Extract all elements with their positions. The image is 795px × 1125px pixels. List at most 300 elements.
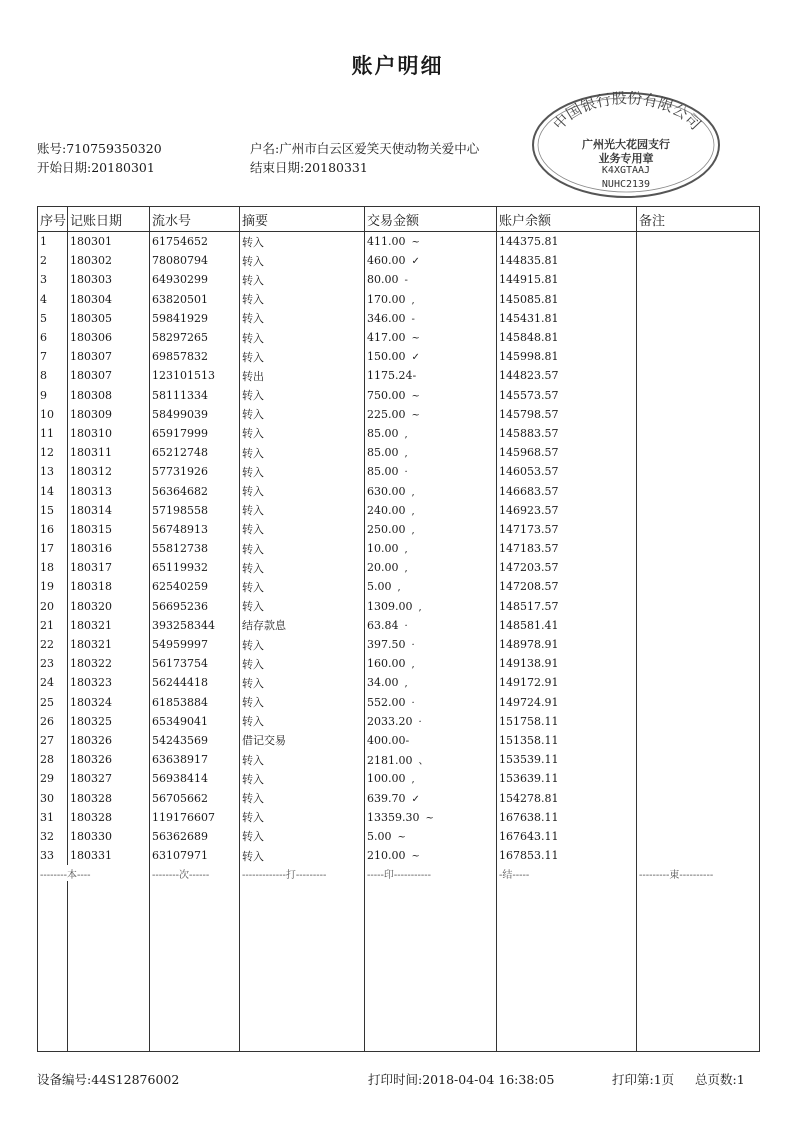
cell-amount	[365, 558, 497, 577]
cell-remark	[637, 597, 760, 616]
cell-serial: 119176607	[150, 808, 240, 827]
table-row	[38, 577, 760, 596]
table-row	[38, 712, 760, 731]
cell-amount	[365, 251, 497, 270]
cell-summary: 转入	[240, 290, 365, 309]
cell-no: 14	[38, 481, 68, 500]
amount-value: 85.00	[367, 426, 399, 440]
cell-date: 180306	[68, 328, 150, 347]
cell-serial: 58111334	[150, 386, 240, 405]
cell-summary: 转入	[240, 328, 365, 347]
table-row	[38, 290, 760, 309]
cell-summary: 转入	[240, 462, 365, 481]
header-no: 序号	[38, 207, 68, 232]
amount-value: 1175.24-	[367, 369, 417, 383]
cell-remark	[637, 424, 760, 443]
cell-balance: 147173.57	[497, 520, 637, 539]
cell-amount	[365, 712, 497, 731]
amount-value: 170.00	[367, 292, 406, 306]
header-remark: 备注	[637, 207, 760, 232]
cell-date: 180312	[68, 462, 150, 481]
cell-balance: 149172.91	[497, 673, 637, 692]
cell-summary: 转入	[240, 846, 365, 865]
cell-serial: 64930299	[150, 270, 240, 289]
cell-date: 180311	[68, 443, 150, 462]
cell-summary: 转入	[240, 788, 365, 807]
cell-remark	[637, 520, 760, 539]
table-row	[38, 386, 760, 405]
cell-date: 180308	[68, 386, 150, 405]
handwritten-check-mark: ~	[411, 333, 420, 345]
cell-amount	[365, 693, 497, 712]
amount-value: 346.00	[367, 311, 406, 325]
cell-balance: 145085.81	[497, 290, 637, 309]
cell-amount	[365, 750, 497, 769]
cell-remark	[637, 673, 760, 692]
cell-balance: 144915.81	[497, 270, 637, 289]
cell-amount	[365, 443, 497, 462]
cell-balance: 145998.81	[497, 347, 637, 366]
cell-serial: 62540259	[150, 577, 240, 596]
table-row	[38, 673, 760, 692]
end-of-print-marker	[38, 865, 760, 881]
cell-remark	[637, 328, 760, 347]
cell-serial: 56173754	[150, 654, 240, 673]
handwritten-check-mark: ·	[404, 620, 408, 632]
cell-no: 5	[38, 309, 68, 328]
handwritten-check-mark: ~	[411, 851, 420, 863]
cell-amount	[365, 827, 497, 846]
cell-date: 180315	[68, 520, 150, 539]
cell-remark	[637, 693, 760, 712]
start-date: 开始日期:20180301	[37, 160, 155, 175]
table-row	[38, 347, 760, 366]
cell-serial: 59841929	[150, 309, 240, 328]
handwritten-check-mark: ,	[397, 582, 401, 594]
table-row	[38, 788, 760, 807]
handwritten-check-mark: -	[411, 313, 415, 325]
table-row	[38, 846, 760, 865]
handwritten-check-mark: ~	[425, 812, 434, 824]
handwritten-check-mark: ~	[411, 390, 420, 402]
cell-no: 24	[38, 673, 68, 692]
cell-no: 6	[38, 328, 68, 347]
cell-amount	[365, 309, 497, 328]
cell-serial: 56244418	[150, 673, 240, 692]
cell-summary: 转出	[240, 366, 365, 385]
table-row	[38, 539, 760, 558]
cell-balance: 154278.81	[497, 788, 637, 807]
cell-amount	[365, 328, 497, 347]
cell-remark	[637, 577, 760, 596]
marker-segment: -------------打---------	[240, 865, 365, 881]
cell-remark	[637, 405, 760, 424]
account-number: 账号:710759350320	[37, 141, 162, 156]
cell-amount	[365, 654, 497, 673]
empty-cell	[68, 881, 150, 1051]
cell-date: 180322	[68, 654, 150, 673]
cell-remark	[637, 635, 760, 654]
amount-value: 63.84	[367, 618, 399, 632]
cell-date: 180310	[68, 424, 150, 443]
cell-summary: 转入	[240, 712, 365, 731]
cell-serial: 54959997	[150, 635, 240, 654]
cell-date: 180328	[68, 808, 150, 827]
bank-stamp	[530, 90, 722, 200]
end-date: 结束日期:20180331	[250, 160, 368, 175]
marker-segment: --------本----	[38, 865, 150, 881]
cell-date: 180323	[68, 673, 150, 692]
cell-serial: 63107971	[150, 846, 240, 865]
cell-amount	[365, 347, 497, 366]
total-pages: 总页数:1	[695, 1072, 745, 1087]
amount-value: 460.00	[367, 254, 406, 268]
cell-balance: 145573.57	[497, 386, 637, 405]
cell-balance: 144375.81	[497, 232, 637, 252]
cell-balance: 147203.57	[497, 558, 637, 577]
cell-amount	[365, 731, 497, 750]
cell-no: 22	[38, 635, 68, 654]
table-row	[38, 520, 760, 539]
cell-summary: 转入	[240, 597, 365, 616]
cell-balance: 147208.57	[497, 577, 637, 596]
stamp-code-2: NUHC2139	[601, 179, 651, 190]
stamp-code-1: K4XGTAAJ	[601, 165, 651, 176]
cell-amount	[365, 520, 497, 539]
cell-balance: 153639.11	[497, 769, 637, 788]
handwritten-check-mark: ·	[404, 467, 408, 479]
cell-no: 27	[38, 731, 68, 750]
account-name: 户名:广州市白云区爱笑天使动物关爱中心	[250, 141, 480, 156]
cell-balance: 149138.91	[497, 654, 637, 673]
cell-date: 180328	[68, 788, 150, 807]
cell-balance: 148978.91	[497, 635, 637, 654]
svg-text:中国银行股份有限公司	[549, 90, 704, 133]
cell-serial: 65349041	[150, 712, 240, 731]
cell-date: 180305	[68, 309, 150, 328]
cell-balance: 151758.11	[497, 712, 637, 731]
table-row	[38, 366, 760, 385]
table-row	[38, 654, 760, 673]
cell-no: 4	[38, 290, 68, 309]
cell-summary: 转入	[240, 769, 365, 788]
page-title: 账户明细	[351, 54, 444, 78]
amount-value: 160.00	[367, 657, 406, 671]
handwritten-check-mark: ~	[411, 409, 420, 421]
cell-serial: 61853884	[150, 693, 240, 712]
amount-value: 630.00	[367, 484, 406, 498]
handwritten-check-mark: ,	[404, 544, 408, 556]
handwritten-check-mark: -	[404, 275, 408, 287]
handwritten-check-mark: ·	[411, 640, 415, 652]
table-row	[38, 808, 760, 827]
table-row	[38, 462, 760, 481]
cell-amount	[365, 577, 497, 596]
cell-no: 29	[38, 769, 68, 788]
header-balance: 账户余额	[497, 207, 637, 232]
page-number: 打印第:1页	[612, 1072, 675, 1087]
amount-value: 1309.00	[367, 599, 413, 613]
cell-amount	[365, 405, 497, 424]
cell-balance: 146053.57	[497, 462, 637, 481]
handwritten-check-mark: ,	[404, 678, 408, 690]
cell-date: 180313	[68, 481, 150, 500]
cell-no: 23	[38, 654, 68, 673]
cell-date: 180317	[68, 558, 150, 577]
amount-value: 150.00	[367, 350, 406, 364]
stamp-bank-name: 中国银行股份有限公司	[549, 90, 705, 134]
device-number: 设备编号:44S12876002	[37, 1072, 180, 1087]
cell-summary: 结存款息	[240, 616, 365, 635]
stamp-purpose: 业务专用章	[598, 152, 654, 165]
cell-balance: 148581.41	[497, 616, 637, 635]
cell-summary: 借记交易	[240, 731, 365, 750]
table-header-row	[38, 207, 760, 232]
cell-remark	[637, 270, 760, 289]
cell-summary: 转入	[240, 654, 365, 673]
cell-amount	[365, 673, 497, 692]
cell-remark	[637, 386, 760, 405]
cell-balance: 145848.81	[497, 328, 637, 347]
empty-cell	[38, 881, 68, 1051]
amount-value: 10.00	[367, 542, 399, 556]
cell-no: 1	[38, 232, 68, 252]
handwritten-check-mark: ~	[411, 237, 420, 249]
amount-value: 34.00	[367, 676, 399, 690]
cell-date: 180324	[68, 693, 150, 712]
handwritten-check-mark: ,	[411, 774, 415, 786]
marker-segment: -结-----	[497, 865, 637, 881]
empty-cell	[365, 881, 497, 1051]
cell-date: 180321	[68, 616, 150, 635]
cell-summary: 转入	[240, 501, 365, 520]
table-row	[38, 443, 760, 462]
cell-remark	[637, 481, 760, 500]
cell-amount	[365, 501, 497, 520]
cell-balance: 153539.11	[497, 750, 637, 769]
marker-segment: ---------東----------	[637, 865, 760, 881]
amount-value: 400.00-	[367, 733, 410, 747]
cell-amount	[365, 597, 497, 616]
cell-summary: 转入	[240, 424, 365, 443]
cell-summary: 转入	[240, 481, 365, 500]
amount-value: 240.00	[367, 503, 406, 517]
amount-value: 417.00	[367, 331, 406, 345]
cell-summary: 转入	[240, 520, 365, 539]
cell-summary: 转入	[240, 827, 365, 846]
print-time: 打印时间:2018-04-04 16:38:05	[368, 1072, 555, 1087]
empty-cell	[497, 881, 637, 1051]
cell-no: 33	[38, 846, 68, 865]
table-row	[38, 501, 760, 520]
cell-balance: 145883.57	[497, 424, 637, 443]
cell-no: 16	[38, 520, 68, 539]
table-row	[38, 750, 760, 769]
cell-balance: 167643.11	[497, 827, 637, 846]
cell-remark	[637, 827, 760, 846]
table-row	[38, 232, 760, 252]
cell-remark	[637, 558, 760, 577]
cell-serial: 65119932	[150, 558, 240, 577]
cell-balance: 147183.57	[497, 539, 637, 558]
cell-remark	[637, 808, 760, 827]
cell-balance: 167638.11	[497, 808, 637, 827]
cell-serial: 123101513	[150, 366, 240, 385]
cell-amount	[365, 270, 497, 289]
handwritten-check-mark: ✓	[411, 352, 420, 364]
table-row	[38, 328, 760, 347]
cell-serial: 393258344	[150, 616, 240, 635]
cell-remark	[637, 616, 760, 635]
cell-no: 20	[38, 597, 68, 616]
amount-value: 5.00	[367, 580, 392, 594]
handwritten-check-mark: ,	[411, 524, 415, 536]
cell-summary: 转入	[240, 386, 365, 405]
handwritten-check-mark: ~	[397, 831, 406, 843]
table-row	[38, 693, 760, 712]
table-row	[38, 309, 760, 328]
cell-serial: 63638917	[150, 750, 240, 769]
cell-summary: 转入	[240, 808, 365, 827]
cell-summary: 转入	[240, 558, 365, 577]
table-row	[38, 424, 760, 443]
header-summary: 摘要	[240, 207, 365, 232]
cell-date: 180331	[68, 846, 150, 865]
cell-no: 11	[38, 424, 68, 443]
cell-remark	[637, 750, 760, 769]
table-row	[38, 827, 760, 846]
cell-remark	[637, 501, 760, 520]
cell-date: 180302	[68, 251, 150, 270]
cell-summary: 转入	[240, 405, 365, 424]
header-amount: 交易金额	[365, 207, 497, 232]
handwritten-check-mark: ,	[404, 428, 408, 440]
cell-balance: 145798.57	[497, 405, 637, 424]
cell-serial: 58297265	[150, 328, 240, 347]
cell-amount	[365, 481, 497, 500]
cell-no: 26	[38, 712, 68, 731]
amount-value: 80.00	[367, 273, 399, 287]
amount-value: 225.00	[367, 407, 406, 421]
cell-amount	[365, 232, 497, 252]
cell-remark	[637, 290, 760, 309]
cell-no: 12	[38, 443, 68, 462]
amount-value: 250.00	[367, 522, 406, 536]
cell-date: 180307	[68, 366, 150, 385]
cell-no: 7	[38, 347, 68, 366]
cell-balance: 167853.11	[497, 846, 637, 865]
cell-no: 19	[38, 577, 68, 596]
cell-remark	[637, 846, 760, 865]
table-row	[38, 558, 760, 577]
cell-date: 180307	[68, 347, 150, 366]
cell-amount	[365, 846, 497, 865]
cell-date: 180321	[68, 635, 150, 654]
cell-remark	[637, 788, 760, 807]
handwritten-check-mark: ✓	[411, 256, 420, 268]
cell-remark	[637, 232, 760, 252]
cell-amount	[365, 769, 497, 788]
cell-serial: 54243569	[150, 731, 240, 750]
cell-amount	[365, 635, 497, 654]
handwritten-check-mark: ,	[404, 448, 408, 460]
cell-date: 180330	[68, 827, 150, 846]
cell-amount	[365, 366, 497, 385]
handwritten-check-mark: ,	[404, 563, 408, 575]
cell-serial: 56695236	[150, 597, 240, 616]
cell-serial: 56705662	[150, 788, 240, 807]
table-row	[38, 731, 760, 750]
cell-serial: 69857832	[150, 347, 240, 366]
header-date: 记账日期	[68, 207, 150, 232]
amount-value: 5.00	[367, 829, 392, 843]
cell-no: 21	[38, 616, 68, 635]
handwritten-check-mark: ,	[411, 294, 415, 306]
handwritten-check-mark: ,	[418, 601, 422, 613]
cell-serial: 56362689	[150, 827, 240, 846]
table-row	[38, 616, 760, 635]
handwritten-check-mark: ,	[411, 486, 415, 498]
marker-segment: -----印-----------	[365, 865, 497, 881]
transaction-table	[37, 206, 760, 1052]
cell-summary: 转入	[240, 251, 365, 270]
cell-date: 180326	[68, 750, 150, 769]
handwritten-check-mark: ✓	[411, 793, 420, 805]
amount-value: 20.00	[367, 561, 399, 575]
amount-value: 85.00	[367, 446, 399, 460]
cell-no: 13	[38, 462, 68, 481]
amount-value: 750.00	[367, 388, 406, 402]
cell-remark	[637, 462, 760, 481]
cell-amount	[365, 788, 497, 807]
cell-amount	[365, 386, 497, 405]
amount-value: 13359.30	[367, 810, 420, 824]
table-row	[38, 769, 760, 788]
cell-serial: 78080794	[150, 251, 240, 270]
cell-remark	[637, 539, 760, 558]
cell-balance: 149724.91	[497, 693, 637, 712]
cell-serial: 65917999	[150, 424, 240, 443]
cell-no: 25	[38, 693, 68, 712]
cell-summary: 转入	[240, 577, 365, 596]
table-filler	[38, 881, 760, 1051]
amount-value: 85.00	[367, 465, 399, 479]
cell-date: 180326	[68, 731, 150, 750]
cell-serial: 56938414	[150, 769, 240, 788]
handwritten-check-mark: ,	[411, 505, 415, 517]
cell-summary: 转入	[240, 673, 365, 692]
header-serial: 流水号	[150, 207, 240, 232]
cell-no: 30	[38, 788, 68, 807]
cell-serial: 56364682	[150, 481, 240, 500]
cell-remark	[637, 769, 760, 788]
cell-serial: 61754652	[150, 232, 240, 252]
cell-date: 180316	[68, 539, 150, 558]
cell-balance: 146683.57	[497, 481, 637, 500]
amount-value: 639.70	[367, 791, 406, 805]
stamp-branch: 广州光大花园支行	[582, 138, 670, 151]
cell-serial: 65212748	[150, 443, 240, 462]
cell-remark	[637, 443, 760, 462]
cell-amount	[365, 290, 497, 309]
cell-remark	[637, 251, 760, 270]
marker-segment: --------次------	[150, 865, 240, 881]
cell-summary: 转入	[240, 635, 365, 654]
cell-no: 8	[38, 366, 68, 385]
cell-summary: 转入	[240, 347, 365, 366]
empty-cell	[240, 881, 365, 1051]
cell-summary: 转入	[240, 750, 365, 769]
